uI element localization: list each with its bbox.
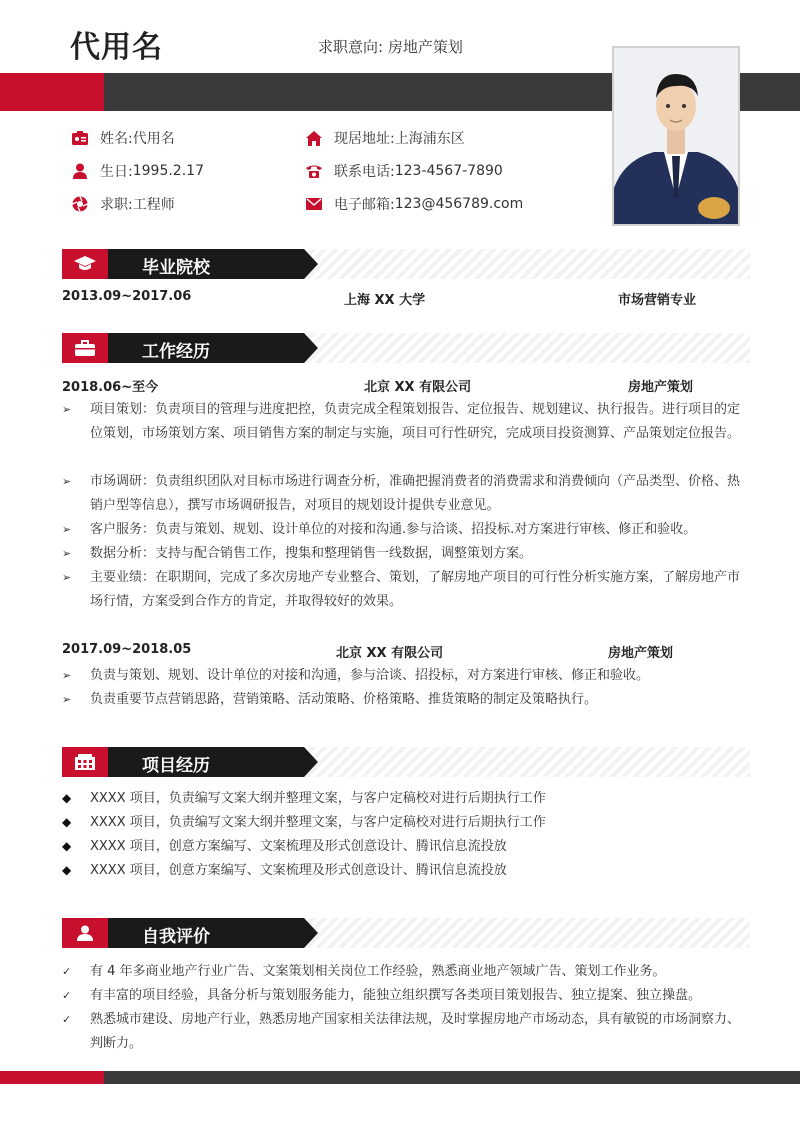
- info-phone-value: 123-4567-7890: [394, 163, 503, 179]
- briefcase-icon: [62, 333, 108, 363]
- person-icon: [62, 918, 108, 948]
- section-education-title: 毕业院校: [142, 258, 210, 278]
- info-name-value: 代用名: [132, 131, 175, 147]
- info-address: [306, 128, 465, 148]
- section-projects-header: [62, 747, 750, 777]
- header-band-red: [0, 73, 104, 111]
- list-item: ◆ XXXX 项目，负责编写文案大纲并整理文案，与客户定稿校对进行后期执行工作: [62, 810, 546, 835]
- info-job: [72, 194, 175, 214]
- info-name-label: 姓名:: [100, 131, 133, 147]
- education-major: 市场营销专业: [618, 293, 697, 308]
- list-item: ➢ 负责与策划、规划、设计单位的对接和沟通，参与洽谈、招投标，对方案进行审核、修正和验收。: [62, 664, 752, 688]
- job-intent-value: 房地产策划: [387, 38, 463, 56]
- diamond-bullet-icon: ◆: [62, 839, 72, 853]
- building-icon: [62, 747, 108, 777]
- person-icon: [72, 163, 88, 179]
- graduation-cap-icon: [62, 249, 108, 279]
- aperture-icon: [72, 196, 88, 212]
- list-item: ◆ XXXX 项目，创意方案编写、文案梳理及形式创意设计、腾讯信息流投放: [62, 858, 507, 883]
- job-2-period: 2017.09~2018.05: [62, 642, 192, 657]
- home-icon: [306, 130, 322, 146]
- list-item: ➢ 项目策划：负责项目的管理与进度把控，负责完成全程策划报告、定位报告、规划建议、执行报告。进行项目的定位策划，市场策划方案、项目销售方案的制定与实施，项目可行性研究，完成项目投资测算、产品策划定位报告。: [62, 398, 752, 446]
- checkmark-icon: ✓: [62, 989, 72, 1002]
- checkmark-icon: ✓: [62, 965, 72, 978]
- arrow-bullet-icon: ➢: [62, 571, 72, 584]
- education-row: [62, 289, 712, 309]
- arrow-bullet-icon: ➢: [62, 475, 72, 488]
- list-item: ➢ 负责重要节点营销思路，营销策略、活动策略、价格策略、推货策略的制定及策略执行。: [62, 688, 752, 712]
- arrow-bullet-icon: ➢: [62, 669, 72, 682]
- info-birth-label: 生日:: [100, 164, 133, 180]
- arrow-bullet-icon: ➢: [62, 523, 72, 536]
- list-item: ➢ 数据分析：支持与配合销售工作，搜集和整理销售一线数据，调整策划方案。: [62, 542, 752, 566]
- education-school: 上海 XX 大学: [344, 293, 426, 308]
- list-item: ✓ 有 4 年多商业地产行业广告、文案策划相关岗位工作经验，熟悉商业地产领域广告、策划工作业务。: [62, 960, 752, 984]
- footer-band: [0, 1071, 800, 1084]
- list-item: ✓ 有丰富的项目经验，具备分析与策划服务能力，能独立组织撰写各类项目策划报告、独立提案、独立操盘。: [62, 984, 752, 1008]
- diamond-bullet-icon: ◆: [62, 815, 72, 829]
- arrow-bullet-icon: ➢: [62, 547, 72, 560]
- section-self-header: [62, 918, 750, 948]
- info-phone-label: 联系电话:: [334, 164, 395, 180]
- id-card-icon: [72, 130, 88, 146]
- envelope-icon: [306, 196, 322, 212]
- info-birth: [72, 161, 204, 181]
- section-work-header: [62, 333, 750, 363]
- telephone-icon: [306, 163, 322, 179]
- profile-photo: [612, 46, 740, 226]
- section-projects-title: 项目经历: [142, 756, 210, 776]
- list-item: ➢ 主要业绩：在职期间，完成了多次房地产专业整合、策划，了解房地产项目的可行性分析实施方案，了解房地产市场行情，方案受到合作方的肯定，并取得较好的效果。: [62, 566, 752, 614]
- info-job-value: 工程师: [132, 197, 175, 213]
- section-education-header: [62, 249, 750, 279]
- info-name: [72, 128, 175, 148]
- info-address-value: 上海浦东区: [394, 131, 465, 147]
- resume-name: 代用名: [70, 30, 163, 65]
- info-email-value: 123@456789.com: [394, 196, 524, 212]
- job-2-row: [62, 642, 712, 662]
- job-2-position: 房地产策划: [608, 646, 674, 661]
- job-2-company: 北京 XX 有限公司: [336, 646, 444, 661]
- list-item: ✓ 熟悉城市建设、房地产行业，熟悉房地产国家相关法律法规，及时掌握房地产市场动态，具有敏锐的市场洞察力、判断力。: [62, 1008, 752, 1056]
- list-item: ➢ 市场调研：负责组织团队对目标市场进行调查分析，准确把握消费者的消费需求和消费倾向（产品类型、价格、热销户型等信息），撰写市场调研报告，对项目的规划设计提供专业意见。: [62, 470, 752, 518]
- diamond-bullet-icon: ◆: [62, 791, 72, 805]
- info-email: [306, 194, 523, 214]
- section-self-title: 自我评价: [142, 927, 210, 947]
- job-1-row: [62, 376, 712, 396]
- list-item: ➢ 客户服务：负责与策划、规划、设计单位的对接和沟通.参与洽谈、招投标.对方案进行审核、修正和验收。: [62, 518, 752, 542]
- info-job-label: 求职:: [100, 197, 133, 213]
- education-period: 2013.09~2017.06: [62, 289, 192, 304]
- list-item: ◆ XXXX 项目，创意方案编写、文案梳理及形式创意设计、腾讯信息流投放: [62, 834, 507, 859]
- arrow-bullet-icon: ➢: [62, 693, 72, 706]
- info-birth-value: 1995.2.17: [132, 163, 204, 179]
- arrow-bullet-icon: ➢: [62, 403, 72, 416]
- diamond-bullet-icon: ◆: [62, 863, 72, 877]
- checkmark-icon: ✓: [62, 1013, 72, 1026]
- job-intent: [318, 36, 463, 57]
- job-intent-label: 求职意向:: [318, 38, 384, 56]
- info-email-label: 电子邮箱:: [334, 197, 395, 213]
- list-item: ◆ XXXX 项目，负责编写文案大纲并整理文案，与客户定稿校对进行后期执行工作: [62, 786, 546, 811]
- info-phone: [306, 161, 503, 181]
- info-address-label: 现居地址:: [334, 131, 395, 147]
- job-1-period: 2018.06~至今: [62, 380, 159, 395]
- job-1-position: 房地产策划: [628, 380, 694, 395]
- person-portrait-icon: [614, 48, 738, 224]
- job-1-company: 北京 XX 有限公司: [364, 380, 472, 395]
- section-work-title: 工作经历: [142, 342, 210, 362]
